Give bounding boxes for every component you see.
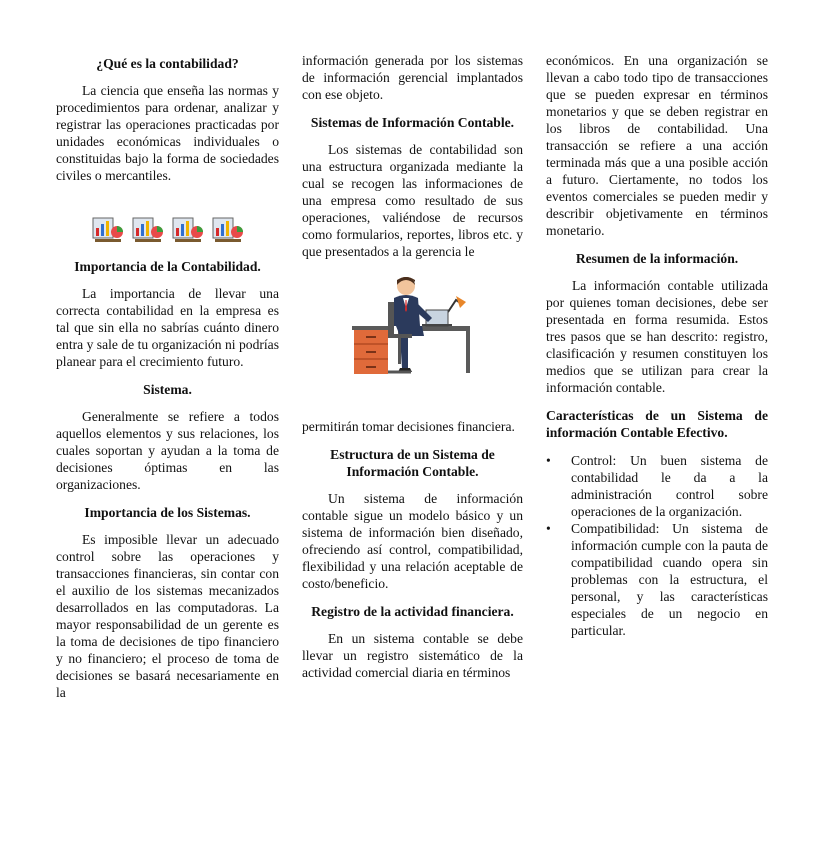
paragraph-continuacion-col3: económicos. En una organización se llevan a cabo todo tipo de transacciones que se pueden expresar en términos monetarios y que se deben registrar en los libros de contabilidad. Una transacción se refiere a una acción terminada más que a una posible acción a futuro. Ciertamente, no todos los eventos comerciales se pueden medir y describir objetivamente en términos monetario. <box>546 53 768 238</box>
paragraph-resumen: La información contable utilizada por quienes toman decisiones, debe ser presentada en forma resumida. Estos tres pasos que se han descrito: registro, clasificación y resumen constituyen los medios que se utilizan para crear la información contable. <box>546 278 768 395</box>
heading-sistema: Sistema. <box>143 382 192 397</box>
accounting-chart-icon <box>131 212 165 244</box>
heading-sistemas-informacion-contable: Sistemas de Información Contable. <box>310 115 515 130</box>
heading-caracteristicas: Características de un Sistema de información Contable Efectivo. <box>546 408 768 440</box>
paragraph-sistemas-contabilidad: Los sistemas de contabilidad son una estructura organizada mediante la cual se recogen las informaciones de una empresa como resultado de sus operaciones, valiéndose de recursos como formularios, reportes, libros etc. y que presentados a la gerencia le <box>302 142 523 259</box>
office-worker-illustration <box>302 274 523 378</box>
paragraph-permitiran: permitirán tomar decisiones financiera. <box>302 419 515 434</box>
column-3 <box>546 0 768 639</box>
heading-registro-actividad: Registro de la actividad financiera. <box>311 604 514 619</box>
accounting-chart-icon <box>171 212 205 244</box>
characteristics-list <box>546 452 768 639</box>
paragraph-definicion: La ciencia que enseña las normas y procedimientos para ordenar, analizar y registrar las operaciones practicadas por unidades económicas individuales o constituidas bajo la forma de sociedades civiles o mercantiles. <box>56 83 279 183</box>
list-item-control: • Control: Un buen sistema de contabilidad le da a la administración control sobre operaciones de la organización. <box>546 452 768 520</box>
column-2 <box>302 0 523 681</box>
accounting-chart-icon <box>91 212 125 244</box>
paragraph-estructura: Un sistema de información contable sigue un modelo básico y un sistema de información bien diseñado, ofreciendo así control, compatibilidad, flexibilidad y una relación aceptable de costo/beneficio. <box>302 491 523 591</box>
column-1 <box>56 0 279 701</box>
paragraph-importancia-sistemas: Es imposible llevar un adecuado control sobre las operaciones y transacciones financieras, sin contar con el auxilio de los sistemas mecanizados desarrollados en las computadoras. La mayor responsabilidad de un gerente es la toma de decisiones de tipo financiero y no financiero; el proceso de toma de decisiones se basará necesariamente en la <box>56 532 279 700</box>
heading-estructura-sistema: Estructura de un Sistema de Información Contable. <box>330 447 495 479</box>
list-item-compatibilidad: • Compatibilidad: Un sistema de información cumple con la pauta de compatibilidad cuando opera sin problemas con la estructura, el personal, y las características especiales de un negocio en particular. <box>546 520 768 639</box>
heading-resumen-informacion: Resumen de la información. <box>575 251 739 266</box>
accounting-icons-row <box>56 212 279 244</box>
heading-importancia-contabilidad: Importancia de la Contabilidad. <box>74 259 261 274</box>
heading-que-es-contabilidad: ¿Qué es la contabilidad? <box>96 56 239 71</box>
paragraph-continuacion-col2: información generada por los sistemas de información gerencial implantados con ese objeto. <box>302 53 523 102</box>
paragraph-registro: En un sistema contable se debe llevar un registro sistemático de la actividad comercial diaria en términos <box>302 631 523 680</box>
office-worker-icon <box>348 274 478 378</box>
paragraph-sistema: Generalmente se refiere a todos aquellos elementos y sus relaciones, los cuales soportan y ayudan a la toma de decisiones óptimas en las organizaciones. <box>56 409 279 492</box>
paragraph-importancia-contabilidad: La importancia de llevar una correcta contabilidad en la empresa es tal que sin ella no sabrías cuánto dinero entra y sale de tu organización ni podrías planear para el crecimiento futuro. <box>56 286 279 369</box>
heading-importancia-sistemas: Importancia de los Sistemas. <box>84 505 251 520</box>
accounting-chart-icon <box>211 212 245 244</box>
